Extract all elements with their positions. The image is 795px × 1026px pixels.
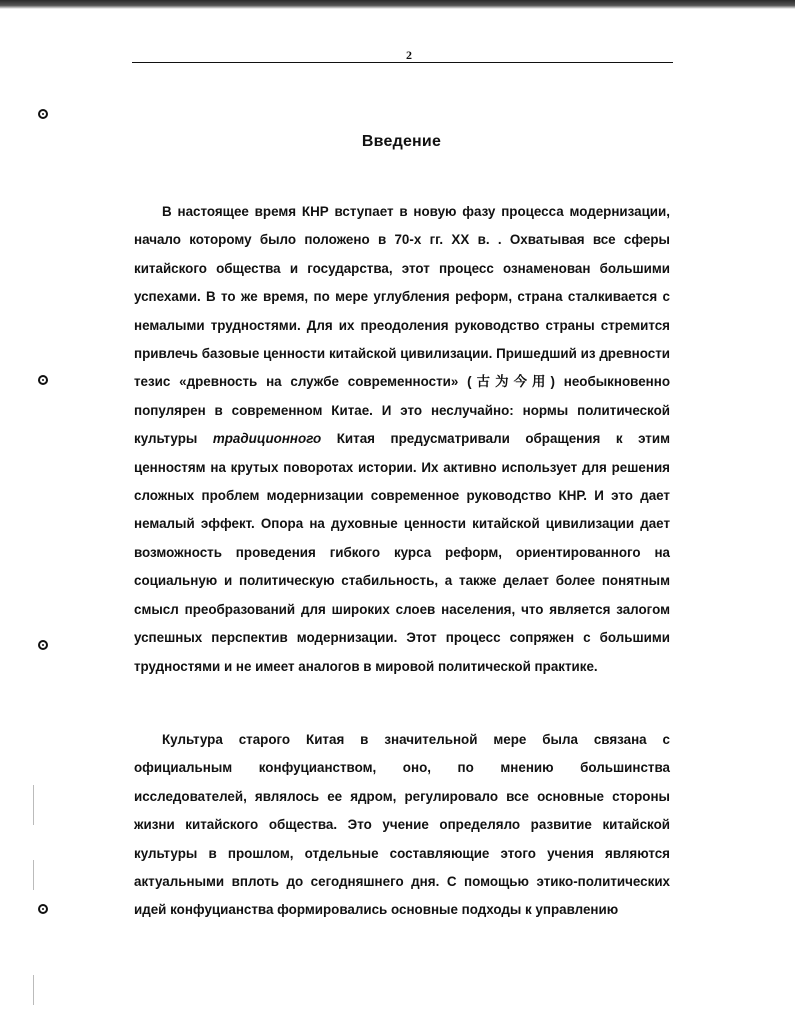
page-number: 2 [406,48,412,62]
margin-scan-mark [33,785,34,825]
scan-top-edge [0,0,795,9]
punch-hole-icon [38,640,48,650]
paragraph [134,198,670,681]
header-rule [132,62,673,63]
punch-hole-icon [38,375,48,385]
paragraph [134,726,670,925]
margin-scan-mark [33,975,34,1005]
punch-hole-icon [38,109,48,119]
punch-hole-icon [38,904,48,914]
paragraph-text: Китая предусматривали обращения к этим ценностям на крутых поворотах истории. Их активно использует для решения сложных проблем модернизации современное руководство КНР. И это дает немалый эффект. Опора на духовные ценности китайской цивилизации дает возможность проведения гибкого курса реформ, ориентированного на социальную и политическую стабильность, а также делает более понятным смысл преобразований для широких слоев населения, что является залогом успешных перспектив модернизации. Этот процесс сопряжен с большими трудностями и не имеет аналогов в мировой политической практике. [134,431,670,674]
section-title: Введение [361,133,442,150]
paragraph-text: В настоящее время КНР вступает в новую фазу процесса модернизации, начало которому было положено в 70-х гг. XX в. . Охватывая все сферы китайского общества и государства, этот процесс ознаменован большими успехами. В то же время, по мере углубления реформ, страна сталкивается с немалыми трудностями. Для их преодоления руководство страны стремится привлечь базовые ценности китайской цивилизации. Пришедший из древности тезис «древность на службе современности» (古为今用) необыкновенно популярен в современном Китае. И это неслучайно: нормы политической культуры [134,204,670,447]
paragraph-text: Культура старого Китая в значительной мере была связана с официальным конфуцианством, оно, по мнению большинства исследователей, являлось ее ядром, регулировало все основные стороны жизни китайского общества. Это учение определяло развитие китайской культуры в прошлом, отдельные составляющие этого учения являются актуальными вплоть до сегодняшнего дня. С помощью этико-политических идей конфуцианства формировались основные подходы к управлению [134,732,670,918]
margin-scan-mark [33,860,34,890]
paragraph-italic-word: традиционного [212,431,322,447]
